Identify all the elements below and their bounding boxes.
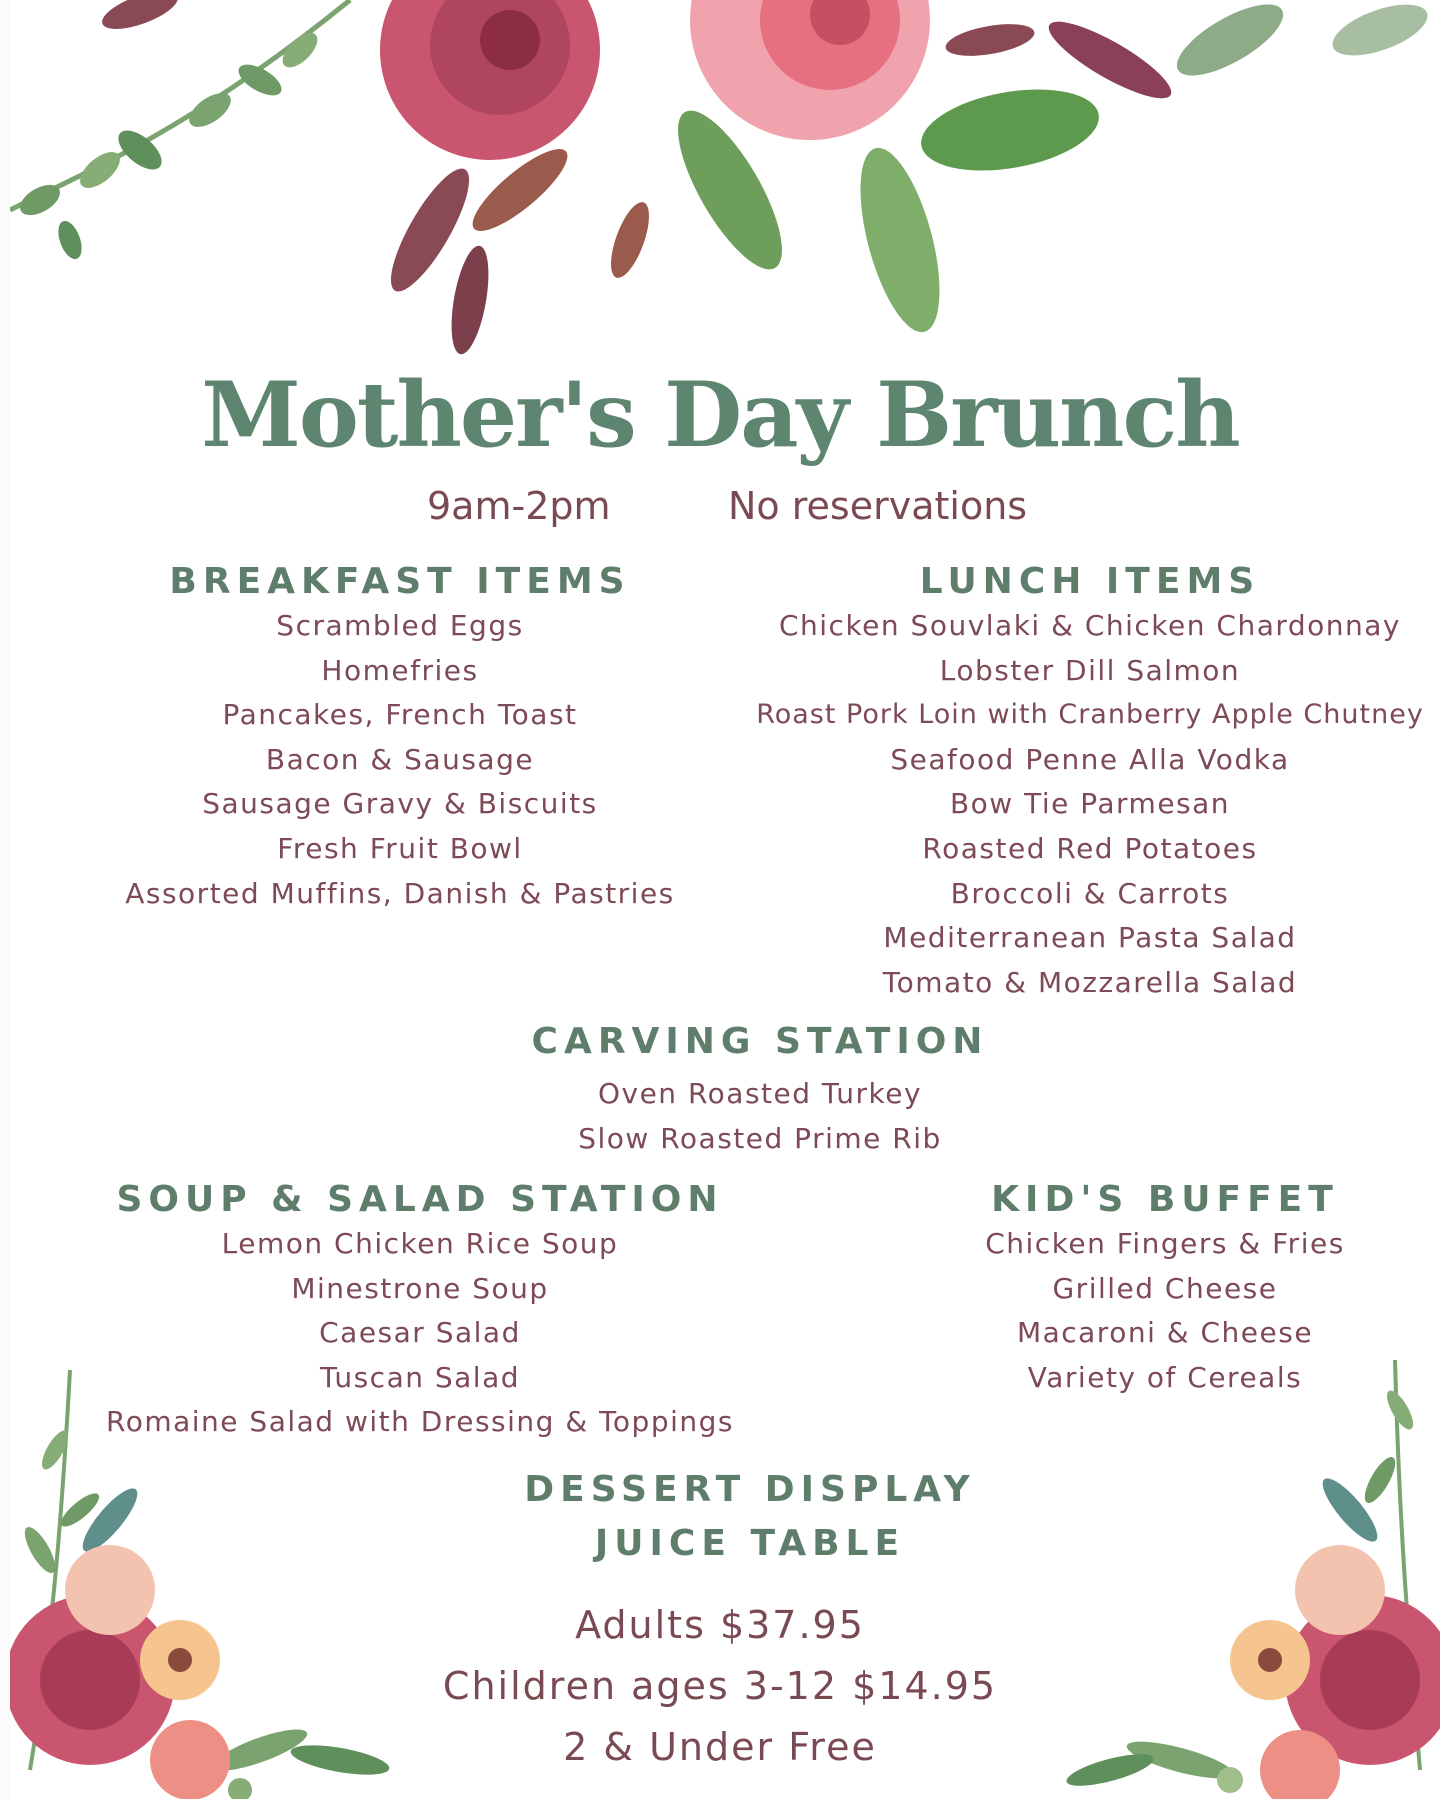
lunch-heading: LUNCH ITEMS — [919, 561, 1261, 602]
lunch-section — [740, 560, 1440, 1005]
list-item: Roasted Red Potatoes — [922, 831, 1258, 865]
list-item: Lobster Dill Salmon — [939, 653, 1241, 687]
list-item: Bow Tie Parmesan — [949, 787, 1231, 821]
list-item: Sausage Gravy & Biscuits — [202, 787, 598, 821]
adult-price: Adults $37.95 — [575, 1603, 865, 1647]
carving-heading: CARVING STATION — [531, 1021, 989, 1062]
kids-list — [940, 1222, 1390, 1400]
breakfast-section — [100, 560, 700, 916]
lunch-list — [740, 604, 1440, 1005]
kids-section — [940, 1178, 1390, 1400]
juice-heading: JUICE TABLE — [594, 1523, 906, 1564]
list-item: Caesar Salad — [319, 1316, 521, 1350]
soup-salad-heading: SOUP & SALAD STATION — [116, 1179, 724, 1220]
list-item: Chicken Souvlaki & Chicken Chardonnay — [778, 609, 1401, 642]
list-item: Seafood Penne Alla Vodka — [890, 742, 1290, 776]
list-item: Romaine Salad with Dressing & Toppings — [106, 1405, 734, 1439]
breakfast-heading: BREAKFAST ITEMS — [169, 561, 631, 602]
dessert-heading: DESSERT DISPLAY — [524, 1469, 976, 1510]
soup-salad-section — [90, 1178, 750, 1445]
list-item: Broccoli & Carrots — [950, 876, 1230, 910]
list-item: Slow Roasted Prime Rib — [578, 1121, 942, 1155]
list-item: Tomato & Mozzarella Salad — [882, 965, 1298, 999]
reservations-text: No reservations — [728, 484, 1028, 528]
list-item: Bacon & Sausage — [265, 742, 535, 776]
list-item: Scrambled Eggs — [276, 609, 524, 642]
list-item: Lemon Chicken Rice Soup — [221, 1227, 619, 1260]
page-title: Mother's Day Brunch — [201, 362, 1239, 468]
hours-text: 9am-2pm — [427, 484, 611, 528]
floral-top-illustration — [10, 0, 1440, 400]
kids-heading: KID'S BUFFET — [991, 1179, 1339, 1220]
carving-list — [410, 1072, 1110, 1161]
list-item: Mediterranean Pasta Salad — [883, 921, 1297, 955]
list-item: Oven Roasted Turkey — [597, 1077, 923, 1110]
carving-section — [410, 1020, 1110, 1161]
list-item: Fresh Fruit Bowl — [277, 831, 523, 865]
soup-salad-list — [90, 1222, 750, 1445]
under-two-price: 2 & Under Free — [563, 1725, 877, 1769]
list-item: Roast Pork Loin with Cranberry Apple Chutney — [756, 699, 1424, 731]
list-item: Variety of Cereals — [1027, 1360, 1303, 1394]
list-item: Assorted Muffins, Danish & Pastries — [125, 876, 675, 910]
list-item: Chicken Fingers & Fries — [985, 1227, 1345, 1260]
list-item: Pancakes, French Toast — [222, 698, 578, 732]
list-item: Homefries — [321, 653, 479, 687]
extras-section — [450, 1463, 1050, 1571]
menu-flyer — [10, 0, 1440, 1799]
list-item: Minestrone Soup — [291, 1271, 549, 1305]
list-item: Macaroni & Cheese — [1016, 1316, 1314, 1350]
children-price: Children ages 3-12 $14.95 — [442, 1664, 998, 1708]
list-item: Grilled Cheese — [1052, 1271, 1278, 1305]
breakfast-list — [100, 604, 700, 916]
list-item: Tuscan Salad — [319, 1360, 521, 1394]
